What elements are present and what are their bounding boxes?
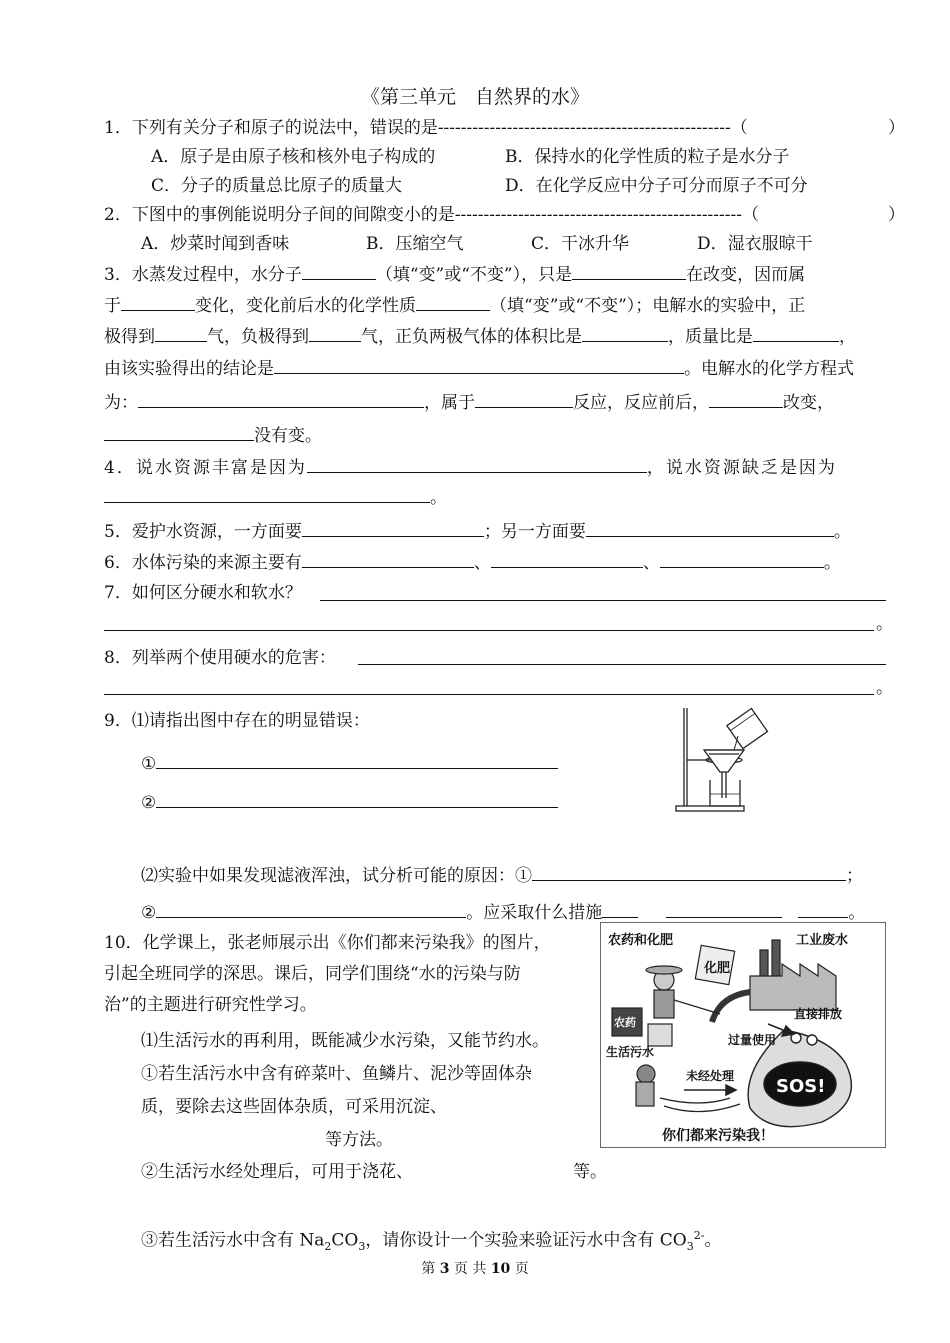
- answer-blank[interactable]: [302, 518, 484, 537]
- q10-text: 等。: [573, 1162, 607, 1182]
- answer-blank[interactable]: [572, 261, 686, 280]
- q8-end: 。: [876, 678, 893, 698]
- q2-option-c: C．干冰升华: [531, 234, 630, 254]
- answer-blank[interactable]: [307, 454, 647, 473]
- q10-line9: [141, 1224, 721, 1259]
- q9-text: ；: [846, 866, 863, 886]
- q9-text: 。应采取什么措施: [466, 903, 603, 923]
- q10-line3: 治”的主题进行研究性学习。: [104, 995, 317, 1015]
- footer-text: 页: [514, 1261, 529, 1277]
- answer-line[interactable]: [104, 630, 874, 631]
- q10-text: ③若生活污水中含有 Na: [141, 1230, 325, 1251]
- cartoon-label-industry: 工业废水: [796, 933, 849, 948]
- answer-line[interactable]: [320, 600, 886, 601]
- q10-text: ，请你设计一个实验来验证污水中含有 CO: [365, 1230, 687, 1251]
- q5-text: 。: [833, 522, 851, 542]
- answer-blank[interactable]: [475, 389, 573, 408]
- q3-text: ，质量比是: [668, 327, 753, 347]
- q3-line5: [104, 389, 834, 415]
- q1-option-d: D．在化学反应中分子可分而原子不可分: [505, 176, 808, 196]
- q10-text: ②生活污水经处理后，可用于浇花、: [141, 1162, 413, 1182]
- superscript: 2-: [693, 1229, 705, 1242]
- answer-blank[interactable]: [491, 549, 643, 568]
- q3-text: 在改变，因而属: [686, 265, 806, 285]
- cartoon-label-fertilizer: 化肥: [704, 961, 731, 976]
- q3-line3: [104, 323, 856, 349]
- answer-blank[interactable]: [156, 789, 558, 808]
- q2-close-paren: ）: [888, 205, 905, 225]
- q3-line2: [104, 292, 805, 318]
- q9-text: ⑵实验中如果发现滤液浑浊，试分析可能的原因：①: [141, 866, 532, 886]
- q1-stem: 1．下列有关分子和原子的说法中，错误的是---------------------------------------------------（: [104, 118, 748, 138]
- q3-text: 变化，变化前后水的化学性质: [195, 296, 416, 316]
- answer-blank[interactable]: [660, 549, 824, 568]
- subscript: 3: [358, 1240, 366, 1254]
- q5-line: [104, 518, 851, 544]
- answer-blank[interactable]: [155, 323, 207, 342]
- q1-option-a: A．原子是由原子核和核外电子构成的: [151, 147, 436, 167]
- q9-part1: 9．⑴请指出图中存在的明显错误：: [104, 711, 370, 731]
- current-page-number: 3: [439, 1261, 450, 1277]
- q5-text: 5．爱护水资源，一方面要: [104, 522, 302, 542]
- q9-text: ②: [141, 793, 157, 813]
- subscript: 3: [686, 1240, 694, 1254]
- answer-blank[interactable]: [104, 422, 254, 441]
- q3-text: 极得到: [104, 327, 155, 347]
- q3-text: 由该实验得出的结论是: [104, 359, 274, 379]
- q1-option-c: C．分子的质量总比原子的质量大: [151, 176, 403, 196]
- footer-text: 第: [421, 1261, 436, 1277]
- q1-option-b: B．保持水的化学性质的粒子是水分子: [505, 147, 790, 167]
- q3-text: （填“变”或“不变”），只是: [375, 265, 573, 285]
- q9-text: ①: [141, 754, 157, 774]
- q6-text: 、: [473, 553, 491, 573]
- page-title: 《第三单元 自然界的水》: [360, 86, 589, 108]
- answer-blank[interactable]: [156, 750, 558, 769]
- answer-blank[interactable]: [156, 899, 466, 918]
- q6-line: [104, 549, 841, 575]
- cartoon-label-sewage: 生活污水: [606, 1045, 655, 1059]
- q10-line1: 10．化学课上，张老师展示出《你们都来污染我》的图片，: [104, 933, 551, 953]
- answer-blank[interactable]: [709, 389, 783, 408]
- q4-line2: [104, 484, 447, 510]
- answer-blank[interactable]: [104, 484, 430, 503]
- q1-close-paren: ）: [888, 118, 905, 138]
- q9-error-1: [141, 750, 558, 776]
- q8-stem: 8．列举两个使用硬水的危害：: [104, 648, 336, 668]
- q3-text: 于: [104, 296, 121, 316]
- cartoon-label-direct: 直接排放: [794, 1007, 843, 1021]
- q9-text: ②: [141, 903, 157, 923]
- q3-text: 为：: [104, 393, 138, 413]
- q3-line4: [104, 355, 854, 381]
- q10-line7: 等方法。: [325, 1130, 393, 1150]
- q3-text: 没有变。: [254, 426, 322, 446]
- answer-blank[interactable]: [309, 323, 361, 342]
- q4-text: ，说水资源缺乏是因为: [646, 458, 837, 478]
- q6-text: 、: [642, 553, 660, 573]
- q3-text: 气，负极得到: [207, 327, 309, 347]
- subscript: 2: [324, 1240, 332, 1254]
- q3-line1: [104, 261, 805, 287]
- answer-blank[interactable]: [753, 323, 839, 342]
- answer-blank[interactable]: [582, 323, 668, 342]
- q2-option-b: B．压缩空气: [366, 234, 464, 254]
- answer-blank[interactable]: [274, 355, 684, 374]
- page-footer: [0, 1258, 950, 1278]
- total-page-count: 10: [490, 1261, 511, 1277]
- q10-line6: 质，要除去这些固体杂质，可采用沉淀、: [141, 1097, 447, 1117]
- q9-error-2: [141, 789, 558, 815]
- answer-blank[interactable]: [121, 292, 195, 311]
- answer-line[interactable]: [358, 664, 886, 665]
- q4-text: 4．说水资源丰富是因为: [104, 458, 307, 478]
- cartoon-label-overuse: 过量使用: [728, 1033, 777, 1047]
- q3-text: （填“变”或“不变”）；电解水的实验中，正: [490, 296, 806, 316]
- answer-blank[interactable]: [798, 899, 848, 918]
- q3-text: 气，正负两极气体的体积比是: [361, 327, 582, 347]
- q2-option-a: A．炒菜时闻到香味: [141, 234, 290, 254]
- q9-part2: [141, 862, 863, 888]
- answer-blank[interactable]: [532, 862, 846, 881]
- q6-text: 6．水体污染的来源主要有: [104, 553, 302, 573]
- footer-text: 页 共: [453, 1261, 487, 1277]
- q10-line8: [141, 1160, 607, 1184]
- cartoon-label-pesticide-bottle: 农药: [614, 1016, 636, 1029]
- q10-text: 。: [704, 1230, 722, 1251]
- pollution-cartoon-illustration: [600, 922, 886, 1148]
- answer-blank[interactable]: [602, 899, 638, 918]
- q7-end: 。: [876, 614, 893, 634]
- q3-text: ，: [839, 327, 856, 347]
- answer-blank[interactable]: [586, 518, 834, 537]
- q10-line2: 引起全班同学的深思。课后，同学们围绕“水的污染与防: [104, 964, 521, 984]
- q10-line4: ⑴生活污水的再利用，既能减少水污染，又能节约水。: [141, 1031, 549, 1051]
- q4-text: 。: [430, 488, 447, 508]
- q7-stem: 7．如何区分硬水和软水？: [104, 583, 302, 603]
- answer-blank[interactable]: [302, 261, 376, 280]
- cartoon-caption: 你们都来污染我！: [662, 1128, 774, 1144]
- answer-blank[interactable]: [666, 899, 782, 918]
- q3-text: 3．水蒸发过程中，水分子: [104, 265, 302, 285]
- cartoon-label-pesticide: 农药和化肥: [608, 933, 674, 948]
- answer-blank[interactable]: [302, 549, 474, 568]
- q3-text: 反应，反应前后，: [573, 393, 709, 413]
- answer-line[interactable]: [104, 694, 874, 695]
- q2-option-d: D．湿衣服晾干: [697, 234, 813, 254]
- answer-blank[interactable]: [416, 292, 490, 311]
- q3-text: 改变，: [783, 393, 834, 413]
- q5-text: ；另一方面要: [483, 522, 586, 542]
- q3-text: 。电解水的化学方程式: [684, 359, 854, 379]
- q3-line6: [104, 422, 322, 448]
- cartoon-label-untreated: 未经处理: [686, 1069, 735, 1083]
- answer-blank[interactable]: [138, 389, 424, 408]
- q6-text: 。: [823, 553, 841, 573]
- q9-text: 。: [848, 903, 866, 923]
- q10-line5: ①若生活污水中含有碎菜叶、鱼鳞片、泥沙等固体杂: [141, 1064, 532, 1084]
- cartoon-label-sos: SOS!: [776, 1076, 826, 1097]
- q3-text: ，属于: [424, 393, 475, 413]
- filtration-apparatus-illustration: [674, 706, 784, 814]
- q2-stem: 2．下图中的事例能说明分子间的间隙变小的是--------------------------------------------------（: [104, 205, 760, 225]
- q4-line1: [104, 454, 837, 480]
- q10-text: CO: [331, 1230, 359, 1251]
